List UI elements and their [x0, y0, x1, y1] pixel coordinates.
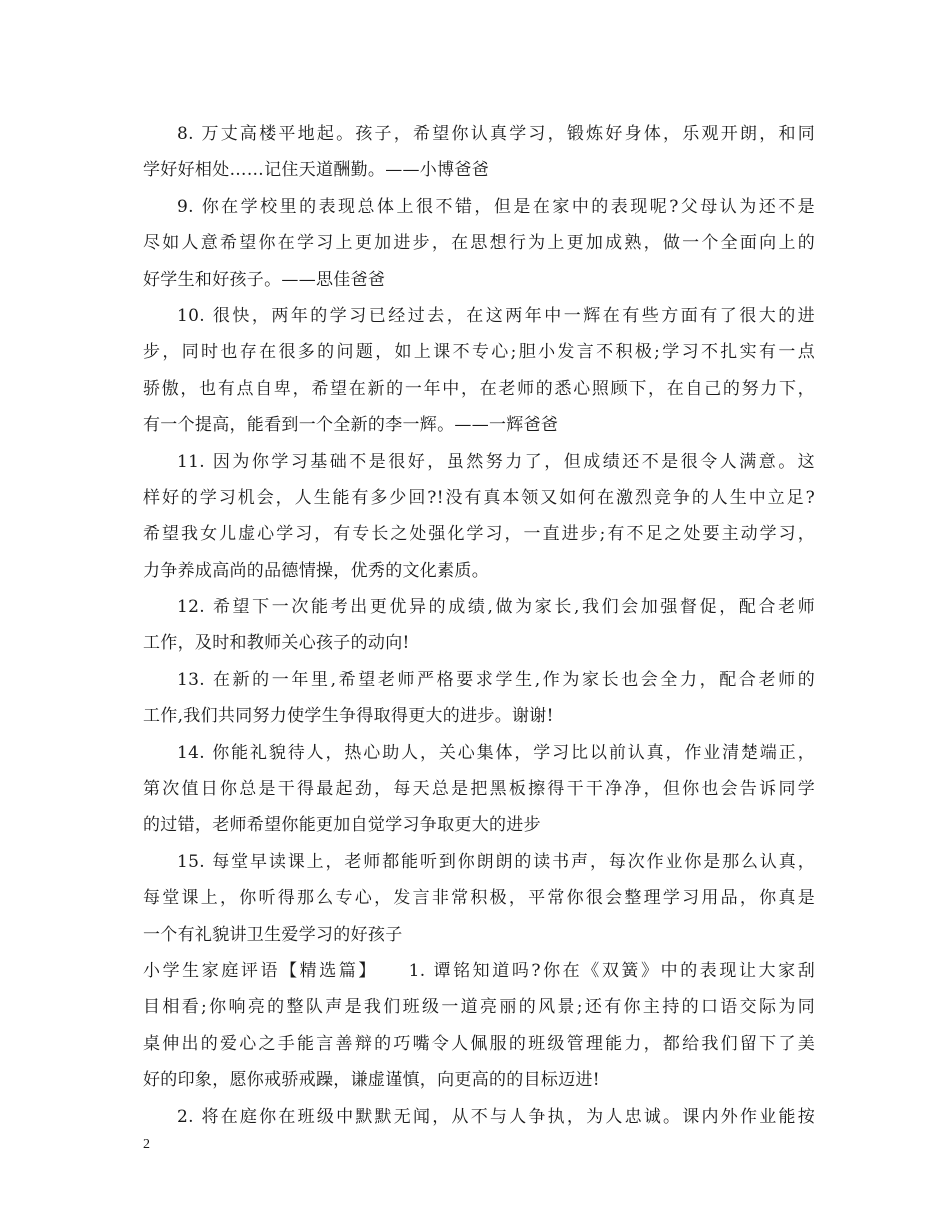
- text-line: 的过错，老师希望你能更加自觉学习争取更大的进步: [143, 815, 541, 836]
- text-line: 小学生家庭评语【精选篇】 1. 谭铭知道吗?你在《双簧》中的表现让大家刮: [143, 960, 815, 981]
- text-line: 8. 万丈高楼平地起。孩子，希望你认真学习，锻炼好身体，乐观开朗，和同: [177, 124, 815, 144]
- text-line: 14. 你能礼貌待人，热心助人，关心集体，学习比以前认真，作业清楚端正，: [177, 742, 815, 763]
- text-line: 2. 将在庭你在班级中默默无闻，从不与人争执，为人忠诚。课内外作业能按: [177, 1106, 815, 1127]
- text-line: 13. 在新的一年里,希望老师严格要求学生,作为家长也会全力，配合老师的: [177, 669, 815, 690]
- text-line: 力争养成高尚的品德情操，优秀的文化素质。: [143, 560, 489, 581]
- text-line: 工作，及时和教师关心孩子的动向!: [143, 633, 410, 654]
- text-line: 桌伸出的爱心之手能言善辩的巧嘴令人佩服的班级管理能力，都给我们留下了美: [143, 1033, 815, 1054]
- document-body: [143, 116, 815, 1135]
- text-line: 第次值日你总是干得最起劲，每天总是把黑板擦得干干净净，但你也会告诉同学: [143, 779, 815, 800]
- text-line: 尽如人意希望你在学习上更加进步，在思想行为上更加成熟，做一个全面向上的: [143, 233, 815, 254]
- text-line: 骄傲，也有点自卑，希望在新的一年中，在老师的悉心照顾下，在自己的努力下，: [143, 378, 815, 399]
- text-line: 样好的学习机会，人生能有多少回?!没有真本领又如何在激烈竞争的人生中立足?: [143, 487, 815, 508]
- text-line: 工作,我们共同努力使学生争得取得更大的进步。谢谢!: [143, 706, 554, 727]
- text-line: 希望我女儿虚心学习，有专长之处强化学习，一直进步;有不足之处要主动学习，: [143, 524, 815, 545]
- text-line: 好学生和好孩子。——思佳爸爸: [143, 269, 386, 290]
- text-line: 9. 你在学校里的表现总体上很不错，但是在家中的表现呢?父母认为还不是: [177, 196, 815, 217]
- text-line: 一个有礼貌讲卫生爱学习的好孩子: [143, 924, 403, 945]
- page-number: 2: [143, 1137, 150, 1152]
- text-line: 11. 因为你学习基础不是很好，虽然努力了，但成绩还不是很令人满意。这: [177, 451, 815, 472]
- text-line: 12. 希望下一次能考出更优异的成绩,做为家长,我们会加强督促，配合老师: [177, 597, 815, 618]
- text-line: 步，同时也存在很多的问题，如上课不专心;胆小发言不积极;学习不扎实有一点: [143, 342, 815, 363]
- text-line: 每堂课上，你听得那么专心，发言非常积极，平常你很会整理学习用品，你真是: [143, 888, 815, 909]
- text-line: 学好好相处……记住天道酬勤。——小博爸爸: [143, 160, 489, 181]
- text-line: 目相看;你响亮的整队声是我们班级一道亮丽的风景;还有你主持的口语交际为同: [143, 997, 815, 1018]
- text-line: 15. 每堂早读课上，老师都能听到你朗朗的读书声，每次作业你是那么认真，: [177, 851, 815, 872]
- text-line: 有一个提高，能看到一个全新的李一辉。——一辉爸爸: [143, 415, 559, 436]
- text-line: 10. 很快，两年的学习已经过去，在这两年中一辉在有些方面有了很大的进: [177, 305, 815, 326]
- text-line: 好的印象，愿你戒骄戒躁，谦虚谨慎，向更高的的目标迈进!: [143, 1070, 600, 1091]
